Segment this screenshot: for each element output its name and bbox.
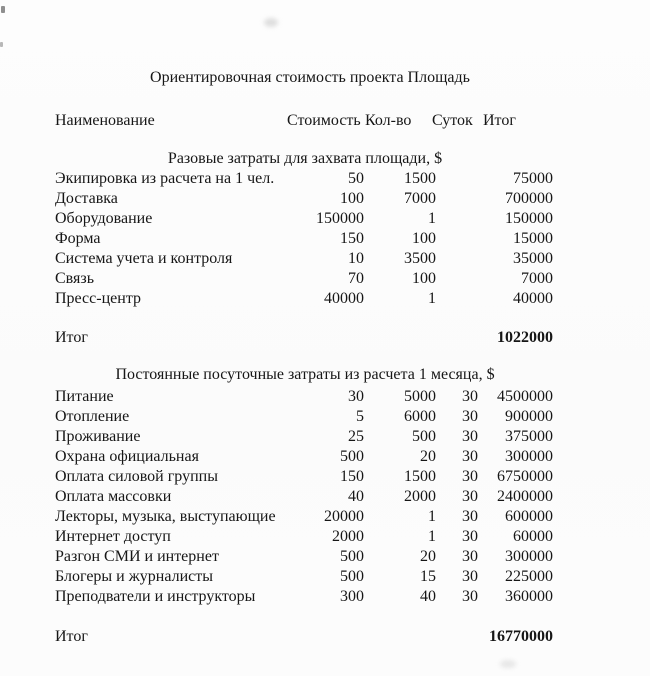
table-row [55, 189, 553, 209]
row-cell-qty: 500 [412, 428, 436, 445]
row-cell-qty: 20 [420, 448, 436, 465]
row-cell-qty: 6000 [404, 408, 436, 425]
row-cell-name: Отопление [55, 408, 130, 425]
table-row [55, 547, 553, 567]
column-header-qty: Кол-во [365, 112, 412, 129]
row-cell-days: 30 [462, 408, 478, 425]
row-cell-name: Оплата силовой группы [55, 468, 218, 485]
table-row [55, 447, 553, 467]
row-cell-cost: 150000 [316, 210, 364, 227]
row-cell-cost: 500 [340, 548, 364, 565]
column-header-cost: Стоимость [287, 112, 361, 129]
row-cell-name: Блогеры и журналисты [55, 568, 213, 585]
column-header-name: Наименование [55, 112, 155, 129]
row-cell-name: Система учета и контроля [55, 250, 233, 267]
row-cell-qty: 3500 [404, 250, 436, 267]
row-cell-qty: 100 [412, 270, 436, 287]
row-cell-name: Оборудование [55, 210, 153, 227]
row-cell-cost: 100 [340, 190, 364, 207]
row-cell-total: 225000 [505, 568, 553, 585]
row-cell-qty: 7000 [404, 190, 436, 207]
table-row [55, 229, 553, 249]
row-cell-name: Охрана официальная [55, 448, 199, 465]
row-cell-total: 360000 [505, 588, 553, 605]
scan-speck [1, 6, 5, 13]
table-row [55, 169, 553, 189]
row-cell-cost: 500 [340, 568, 364, 585]
total-row [55, 328, 553, 348]
section-header: Постоянные посуточные затраты из расчета 1 месяца, $ [115, 366, 495, 383]
column-header-total: Итог [483, 112, 516, 129]
row-cell-total: 375000 [505, 428, 553, 445]
row-cell-cost: 40000 [324, 290, 364, 307]
row-cell-days: 30 [462, 528, 478, 545]
row-cell-name: Лекторы, музыка, выступающие [55, 508, 276, 525]
row-cell-cost: 2000 [332, 528, 364, 545]
row-cell-qty: 40 [420, 588, 436, 605]
scan-smudge [264, 18, 278, 27]
row-cell-total: 7000 [521, 270, 553, 287]
row-cell-days: 30 [462, 448, 478, 465]
row-cell-days: 30 [462, 428, 478, 445]
column-header-row [0, 111, 650, 131]
row-cell-cost: 20000 [324, 508, 364, 525]
row-cell-name: Разгон СМИ и интернет [55, 548, 219, 565]
row-cell-total: 150000 [505, 210, 553, 227]
table-row [55, 269, 553, 289]
row-cell-name: Интернет доступ [55, 528, 171, 545]
row-cell-name: Пресс-центр [55, 290, 141, 307]
row-cell-days: 30 [462, 548, 478, 565]
total-value: 16770000 [489, 628, 553, 645]
total-value: 1022000 [497, 329, 553, 346]
row-cell-qty: 5000 [404, 388, 436, 405]
row-cell-qty: 1 [428, 508, 436, 525]
table-row [55, 567, 553, 587]
scan-speck [0, 42, 3, 47]
total-row [55, 627, 553, 647]
total-label: Итог [55, 329, 88, 346]
table-row [55, 407, 553, 427]
row-cell-cost: 300 [340, 588, 364, 605]
row-cell-qty: 15 [420, 568, 436, 585]
row-cell-qty: 1500 [404, 468, 436, 485]
row-cell-days: 30 [462, 588, 478, 605]
row-cell-days: 30 [462, 388, 478, 405]
row-cell-cost: 500 [340, 448, 364, 465]
row-cell-cost: 150 [340, 468, 364, 485]
row-cell-qty: 100 [412, 230, 436, 247]
row-cell-cost: 150 [340, 230, 364, 247]
table-row [55, 249, 553, 269]
table-row [55, 289, 553, 309]
row-cell-qty: 20 [420, 548, 436, 565]
row-cell-days: 30 [462, 568, 478, 585]
table-row [55, 487, 553, 507]
row-cell-total: 900000 [505, 408, 553, 425]
row-cell-cost: 5 [356, 408, 364, 425]
row-cell-name: Преподватели и инструкторы [55, 588, 256, 605]
table-row [55, 427, 553, 447]
table-row [55, 467, 553, 487]
section-header: Разовые затраты для захвата площади, $ [167, 150, 443, 167]
row-cell-cost: 70 [348, 270, 364, 287]
row-cell-total: 15000 [513, 230, 553, 247]
row-cell-total: 300000 [505, 548, 553, 565]
table-row [55, 387, 553, 407]
row-cell-qty: 2000 [404, 488, 436, 505]
row-cell-qty: 1 [428, 528, 436, 545]
row-cell-qty: 1500 [404, 170, 436, 187]
row-cell-total: 35000 [513, 250, 553, 267]
row-cell-name: Форма [55, 230, 101, 247]
row-cell-cost: 40 [348, 488, 364, 505]
row-cell-total: 60000 [513, 528, 553, 545]
row-cell-total: 4500000 [497, 388, 553, 405]
row-cell-name: Связь [55, 270, 94, 287]
row-cell-total: 40000 [513, 290, 553, 307]
row-cell-cost: 10 [348, 250, 364, 267]
row-cell-qty: 1 [428, 290, 436, 307]
row-cell-name: Доставка [55, 190, 118, 207]
row-cell-name: Оплата массовки [55, 488, 172, 505]
row-cell-total: 2400000 [497, 488, 553, 505]
row-cell-days: 30 [462, 488, 478, 505]
total-label: Итог [55, 628, 88, 645]
row-cell-days: 30 [462, 468, 478, 485]
table-row [55, 527, 553, 547]
row-cell-cost: 25 [348, 428, 364, 445]
table-row [55, 587, 553, 607]
row-cell-qty: 1 [428, 210, 436, 227]
row-cell-total: 6750000 [497, 468, 553, 485]
row-cell-cost: 50 [348, 170, 364, 187]
row-cell-total: 600000 [505, 508, 553, 525]
table-row [55, 209, 553, 229]
row-cell-days: 30 [462, 508, 478, 525]
row-cell-name: Питание [55, 388, 114, 405]
row-cell-total: 700000 [505, 190, 553, 207]
document-title: Ориентировочная стоимость проекта Площадь [150, 69, 470, 86]
column-header-days: Суток [432, 112, 473, 129]
row-cell-cost: 30 [348, 388, 364, 405]
row-cell-total: 75000 [513, 170, 553, 187]
row-cell-name: Проживание [55, 428, 141, 445]
scan-smudge [500, 660, 516, 668]
row-cell-name: Экипировка из расчета на 1 чел. [55, 170, 275, 187]
row-cell-total: 300000 [505, 448, 553, 465]
table-row [55, 507, 553, 527]
